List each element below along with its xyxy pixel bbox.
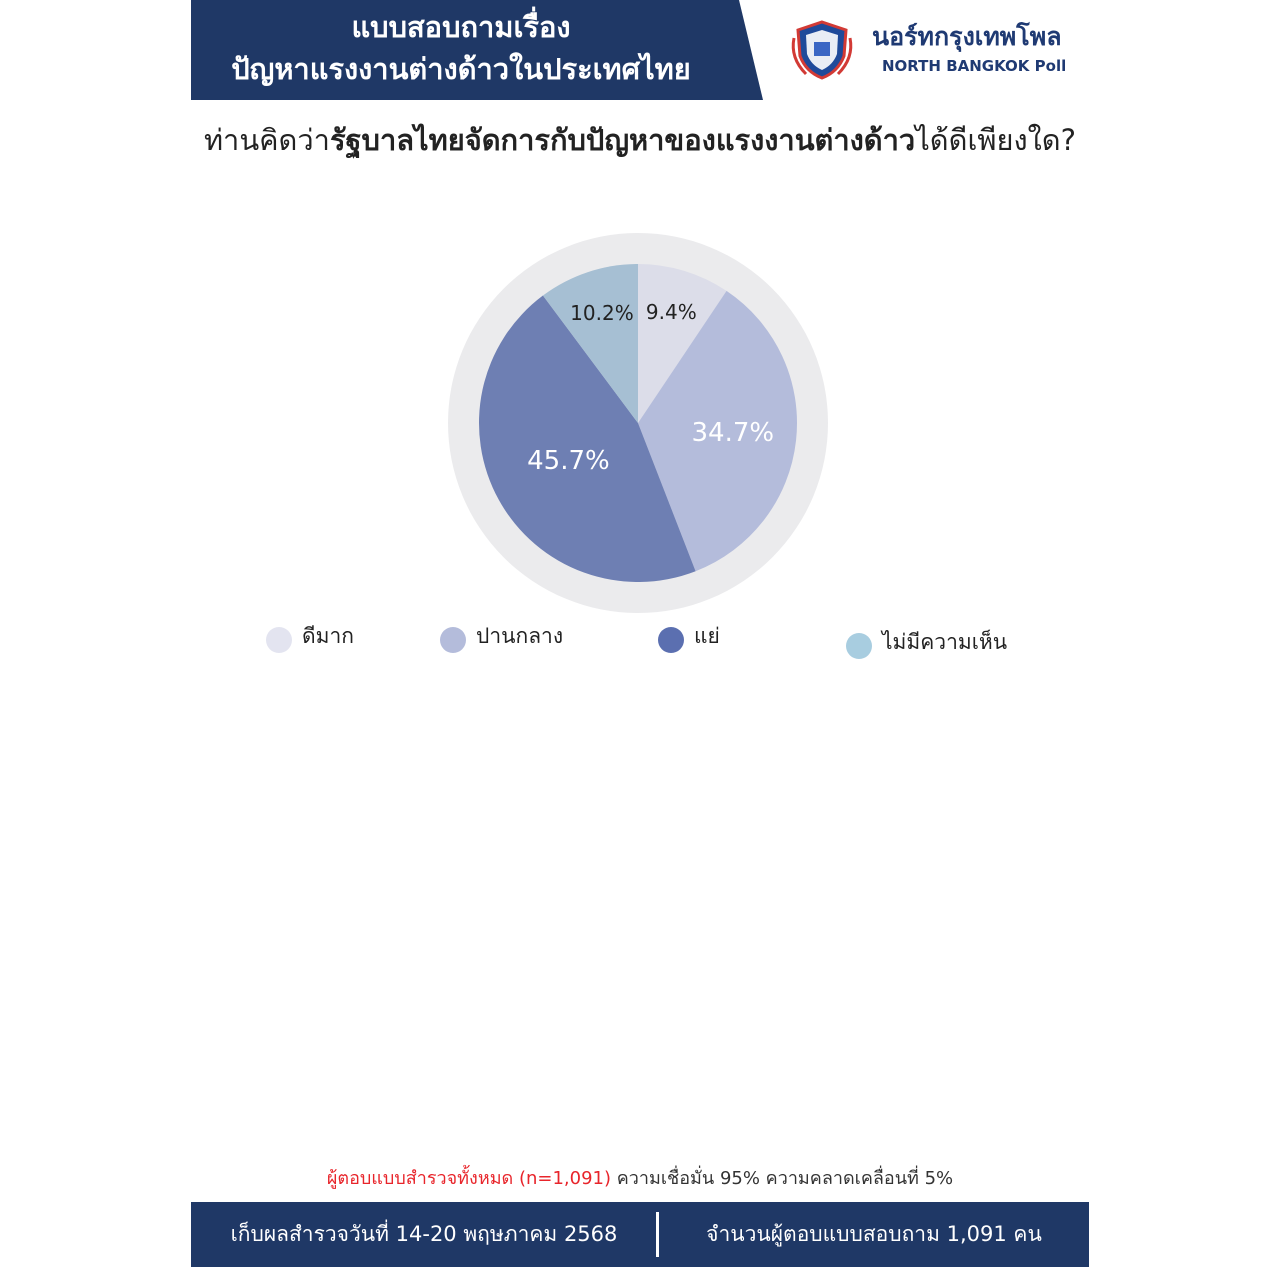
legend-label: ปานกลาง (476, 624, 564, 648)
question-prefix: ท่านคิดว่า (203, 123, 330, 157)
legend-label: ไม่มีความเห็น (882, 630, 1008, 654)
respondent-count: จำนวนผู้ตอบแบบสอบถาม 1,091 คน (706, 1222, 1042, 1246)
pie-slice-label: 10.2% (570, 300, 634, 325)
question-suffix: ได้ดีเพียงใด? (915, 123, 1077, 157)
legend-label: ดีมาก (302, 624, 354, 648)
survey-question (190, 120, 1090, 160)
legend-swatch (846, 633, 872, 659)
shield-emblem-icon (786, 18, 858, 82)
question-emphasis: รัฐบาลไทยจัดการกับปัญหาของแรงงานต่างด้าว (329, 123, 916, 157)
pie-slice-label: 9.4% (645, 299, 697, 324)
pie-chart (440, 228, 840, 628)
legend-swatch (266, 627, 292, 653)
survey-footnote (190, 1166, 1090, 1192)
legend-swatch (658, 627, 684, 653)
brand-name-thai: นอร์ทกรุงเทพโพล (872, 22, 1062, 51)
brand-name-english: NORTH BANGKOK Poll (882, 57, 1067, 75)
respondents-total: ผู้ตอบแบบสำรวจทั้งหมด (n=1,091) (326, 1168, 612, 1189)
pie-slice-label: 34.7% (691, 417, 775, 448)
legend-label: แย่ (694, 624, 720, 648)
page-title (191, 6, 731, 90)
footer-bar (191, 1202, 1089, 1267)
page-title-line2: ปัญหาแรงงานต่างด้าวในประเทศไทย (231, 52, 691, 86)
header-band (191, 0, 763, 100)
confidence-note: ความเชื่อมั่น 95% ความคลาดเคลื่อนที่ 5% (611, 1168, 954, 1189)
survey-dates: เก็บผลสำรวจวันที่ 14-20 พฤษภาคม 2568 (230, 1222, 618, 1246)
chart-legend (0, 622, 1280, 662)
pie-slice-label: 45.7% (527, 446, 610, 477)
legend-swatch (440, 627, 466, 653)
page-title-line1: แบบสอบถามเรื่อง (351, 10, 571, 44)
